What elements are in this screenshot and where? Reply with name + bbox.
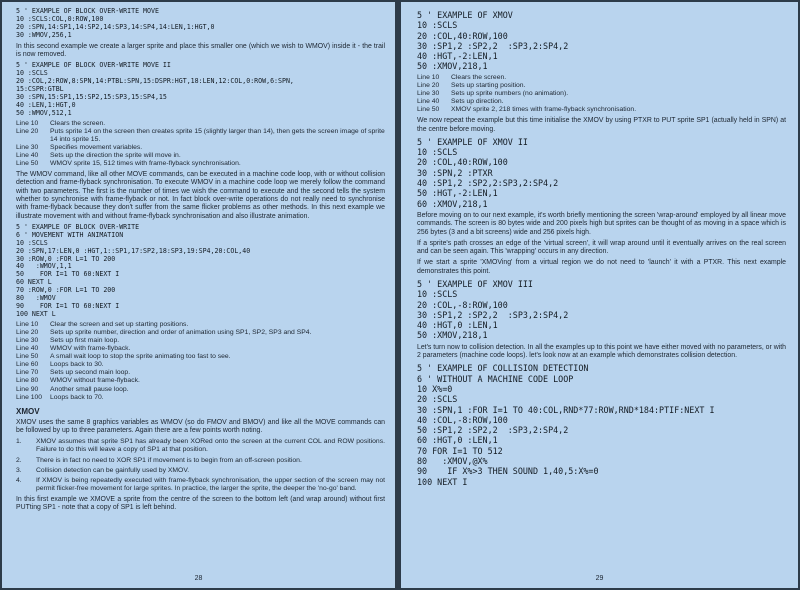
code-listing-xmov: 5 ' EXAMPLE OF XMOV 10 :SCLS 20 :COL,40:ROW,100 30 :SP1,2 :SP2,2 :SP3,2:SP4,2 40 :HGT,-2:LEN,1 50 :XMOV,218,1 <box>417 10 569 72</box>
note-text: Clears the screen. <box>451 73 507 81</box>
note-line: Line 20 <box>417 81 440 89</box>
paragraph-xmov-intro: XMOV uses the same 8 graphics variables as WMOV (so do FMOV and BMOV) and like all the MOVE commands can be followed by up to three parameters. Again there are a few points worth noting. <box>16 418 385 435</box>
numbered-point <box>16 457 385 465</box>
note-text: Sets up first main loop. <box>50 336 120 344</box>
note-line: Line 20 <box>16 328 39 336</box>
note-line: Line 40 <box>16 345 39 353</box>
note-text: Loops back to 30. <box>50 361 104 369</box>
note-text: Sets up starting position. <box>451 81 526 89</box>
paragraph-ptxr: We now repeat the example but this time initialise the XMOV by using PTXR to PUT sprite SP1 (actually held in SPN) at the centre before moving. <box>417 117 786 133</box>
point-number: 3. <box>16 466 22 474</box>
right-page <box>401 2 798 588</box>
point-number: 1. <box>16 438 22 446</box>
note-line: Line 10 <box>16 320 39 328</box>
note-line: Line 10 <box>417 73 440 81</box>
line-notes-2 <box>16 321 385 402</box>
note-line: Line 90 <box>16 385 39 393</box>
note-row <box>417 98 786 106</box>
point-number: 2. <box>16 456 22 464</box>
note-line: Line 40 <box>417 98 440 106</box>
note-line: Line 100 <box>16 393 43 401</box>
code-listing-block-overwrite-ii: 5 ' EXAMPLE OF BLOCK OVER-WRITE MOVE II 10 :SCLS 20 :COL,2:ROW,8:SPN,14:PTBL:SPN,15:DSPR:HGT,18:LEN,12:COL,0:ROW,6:SPN, 15:CSPR:GTBL 30 :SPN,15:SP1,15:SP2,15:SP3,15:SP4,15 40 :LEN,1:HGT,0 50 :WMOV,512,1 <box>16 61 294 117</box>
note-row <box>417 82 786 90</box>
code-listing-xmov-iii: 5 ' EXAMPLE OF XMOV III 10 :SCLS 20 :COL,-8:ROW,100 30 :SP1,2 :SP2,2 :SP3,2:SP4,2 40 :HGT,0 :LEN,1 50 :XMOV,218,1 <box>417 279 569 341</box>
note-row <box>16 337 385 345</box>
note-line: Line 10 <box>16 119 39 127</box>
note-text: Another small pause loop. <box>50 385 129 393</box>
page-number-left: 28 <box>194 575 203 582</box>
paragraph-launch: If we start a sprite 'XMOVing' from a virtual region we do not need to 'launch' it with a PTXR. This next example demonstrates this point. <box>417 259 786 275</box>
code-listing-block-overwrite: 5 ' EXAMPLE OF BLOCK OVER-WRITE MOVE 10 :SCLS:COL,0:ROW,100 20 :SPN,14:SP1,14:SP2,14:SP3,14:SP4,14:LEN,1:HGT,0 30 :WMOV,256,1 <box>16 7 215 39</box>
left-page <box>2 2 395 588</box>
note-text: Sets up sprite numbers (no animation). <box>451 89 569 97</box>
paragraph-wrap-around: Before moving on to our next example, it's worth briefly mentioning the screen 'wrap-around' employed by all linear move commands. The screen is 80 bytes wide and 200 pixels high but sprites can be thought of as moving in a space which is 256 bytes (3 and a bit screens) wide and 256 pixels high. <box>417 211 786 236</box>
note-line: Line 20 <box>16 127 39 135</box>
note-line: Line 30 <box>417 89 440 97</box>
note-text: A small wait loop to stop the sprite animating too fast to see. <box>50 353 231 361</box>
note-line: Line 60 <box>16 361 39 369</box>
numbered-point <box>16 477 385 493</box>
point-text: If XMOV is being repeatedly executed with frame-flyback synchronisation, the upper section of the screen may not permit flicker-free movement for large sprites. In practice, the larger the sprite, the deeper the 'no-go' band. <box>36 476 385 492</box>
note-text: Puts sprite 14 on the screen then creates sprite 15 (slightly larger than 14), then gets the screen image of sprite 14 into sprite 15. <box>50 127 385 143</box>
note-text: Clears the screen. <box>50 119 106 127</box>
note-row <box>16 361 385 369</box>
line-notes-xmov <box>417 74 786 114</box>
note-row <box>16 386 385 394</box>
note-row <box>16 329 385 337</box>
note-line: Line 30 <box>16 336 39 344</box>
note-row <box>16 160 385 168</box>
note-row <box>16 345 385 353</box>
code-listing-collision: 5 ' EXAMPLE OF COLLISION DETECTION 6 ' WITHOUT A MACHINE CODE LOOP 10 X%=0 20 :SCLS 30 :SPN,1 :FOR I=1 TO 40:COL,RND*77:ROW,RND*184:PTIF:NEXT I 40 :COL,-8:ROW,100 50 :SP1,2 :SP2,2 :SP3,2:SP4,2 60 :HGT,0 :LEN,1 70 FOR I=1 TO 512 80 :XMOV,@X% 90 IF X%>3 THEN SOUND 1,40,5:X%=0 100 NEXT I <box>417 363 715 487</box>
note-row <box>16 120 385 128</box>
point-text: Collision detection can be gainfully used by XMOV. <box>36 466 190 474</box>
code-listing-xmov-ii: 5 ' EXAMPLE OF XMOV II 10 :SCLS 20 :COL,40:ROW,100 30 :SPN,2 :PTXR 40 :SP1,2 :SP2,2:SP3,2:SP4,2 50 :HGT,-2:LEN,1 60 :XMOV,218,1 <box>417 136 559 209</box>
note-text: Loops back to 70. <box>50 393 104 401</box>
section-heading-xmov: XMOV <box>16 406 40 416</box>
note-row <box>16 394 385 402</box>
note-line: Line 50 <box>417 106 440 114</box>
note-row <box>16 321 385 329</box>
note-line: Line 40 <box>16 151 39 159</box>
point-text: There is in fact no need to XOR SP1 if movement is to begin from an off-screen position. <box>36 456 302 464</box>
note-text: Clear the screen and set up starting positions. <box>50 320 189 328</box>
note-row <box>417 74 786 82</box>
numbered-point <box>16 438 385 454</box>
note-text: WMOV sprite 15, 512 times with frame-flyback synchronisation. <box>50 160 241 168</box>
note-row <box>16 377 385 385</box>
code-listing-animation: 5 ' EXAMPLE OF BLOCK OVER-WRITE 6 ' MOVEMENT WITH ANIMATION 10 :SCLS 20 :SPN,17:LEN,0 :HGT,1::SP1,17:SP2,18:SP3,19:SP4,20:COL,40 30 :ROW,0 :FOR L=1 TO 200 40 :WMOV,1,1 50 FOR I=1 TO 60:NEXT I 60 NEXT L 70 :ROW,0 :FOR L=1 TO 200 80 :WMOV 90 FOR I=1 TO 60:NEXT I 100 NEXT L <box>16 222 251 318</box>
note-line: Line 70 <box>16 369 39 377</box>
paragraph-first-xmov-example: In this first example we XMOVE a sprite from the centre of the screen to the bottom left (and wrap around) without first PUTting SP1 - note that a copy of SP1 is left behind. <box>16 495 385 512</box>
point-text: XMOV assumes that sprite SP1 has already been XORed onto the screen at the current COL and ROW positions. Failure to do this will leave a copy of SP1 at that position. <box>36 438 385 454</box>
note-row <box>417 106 786 114</box>
note-row <box>16 353 385 361</box>
note-text: Sets up the direction the sprite will move in. <box>50 151 181 159</box>
paragraph-virtual-screen: If a sprite's path crosses an edge of the 'virtual screen', it will wrap around until it eventually arrives on the real screen and can be seen again. This 'wrapping' occurs in any direction. <box>417 239 786 256</box>
note-row <box>16 152 385 160</box>
line-notes-1 <box>16 120 385 169</box>
point-number: 4. <box>16 476 22 484</box>
note-line: Line 30 <box>16 143 39 151</box>
note-text: Sets up second main loop. <box>50 369 131 377</box>
note-text: WMOV with frame-flyback. <box>50 345 131 353</box>
numbered-point <box>16 467 385 475</box>
note-text: Sets up direction. <box>451 98 504 106</box>
note-text: XMOV sprite 2, 218 times with frame-flyback synchronisation. <box>451 106 637 114</box>
note-row <box>16 369 385 377</box>
note-line: Line 50 <box>16 160 39 168</box>
numbered-points <box>16 438 385 493</box>
note-text: WMOV without frame-flyback. <box>50 377 140 385</box>
page-number-right: 29 <box>595 575 604 582</box>
note-line: Line 80 <box>16 377 39 385</box>
note-text: Sets up sprite number, direction and order of animation using SP1, SP2, SP3 and SP4. <box>50 328 312 336</box>
note-text: Specifies movement variables. <box>50 143 143 151</box>
note-row <box>16 144 385 152</box>
note-row <box>16 128 385 144</box>
paragraph-larger-sprite: In this second example we create a larger sprite and place this smaller one (which we wish to WMOV) inside it - the trail is now removed. <box>16 42 385 58</box>
note-row <box>417 90 786 98</box>
paragraph-collision: Let's turn now to collision detection. In all the examples up to this point we have either moved with no parameters, or with 2 parameters (machine code loops). let's look now at an example which demonstrates collision detection. <box>417 343 786 360</box>
paragraph-wmov-command: The WMOV command, like all other MOVE commands, can be executed in a machine code loop, with or without collision detection and frame-flyback synchronisation. To execute WMOV in a machine code loop we merely follow the command with two parameters. The first is the number of times we wish the command to execute and the second tells the system whether to synchronise with frame-flyback or not. In fact block over-write operations do not really need to synchronise with frame-flyback because they don't suffer from the same flicker problems as other methods. In this next example we illustrate movement with and without frame-flyback synchronisation and also illustrate animation. <box>16 171 385 220</box>
note-line: Line 50 <box>16 353 39 361</box>
